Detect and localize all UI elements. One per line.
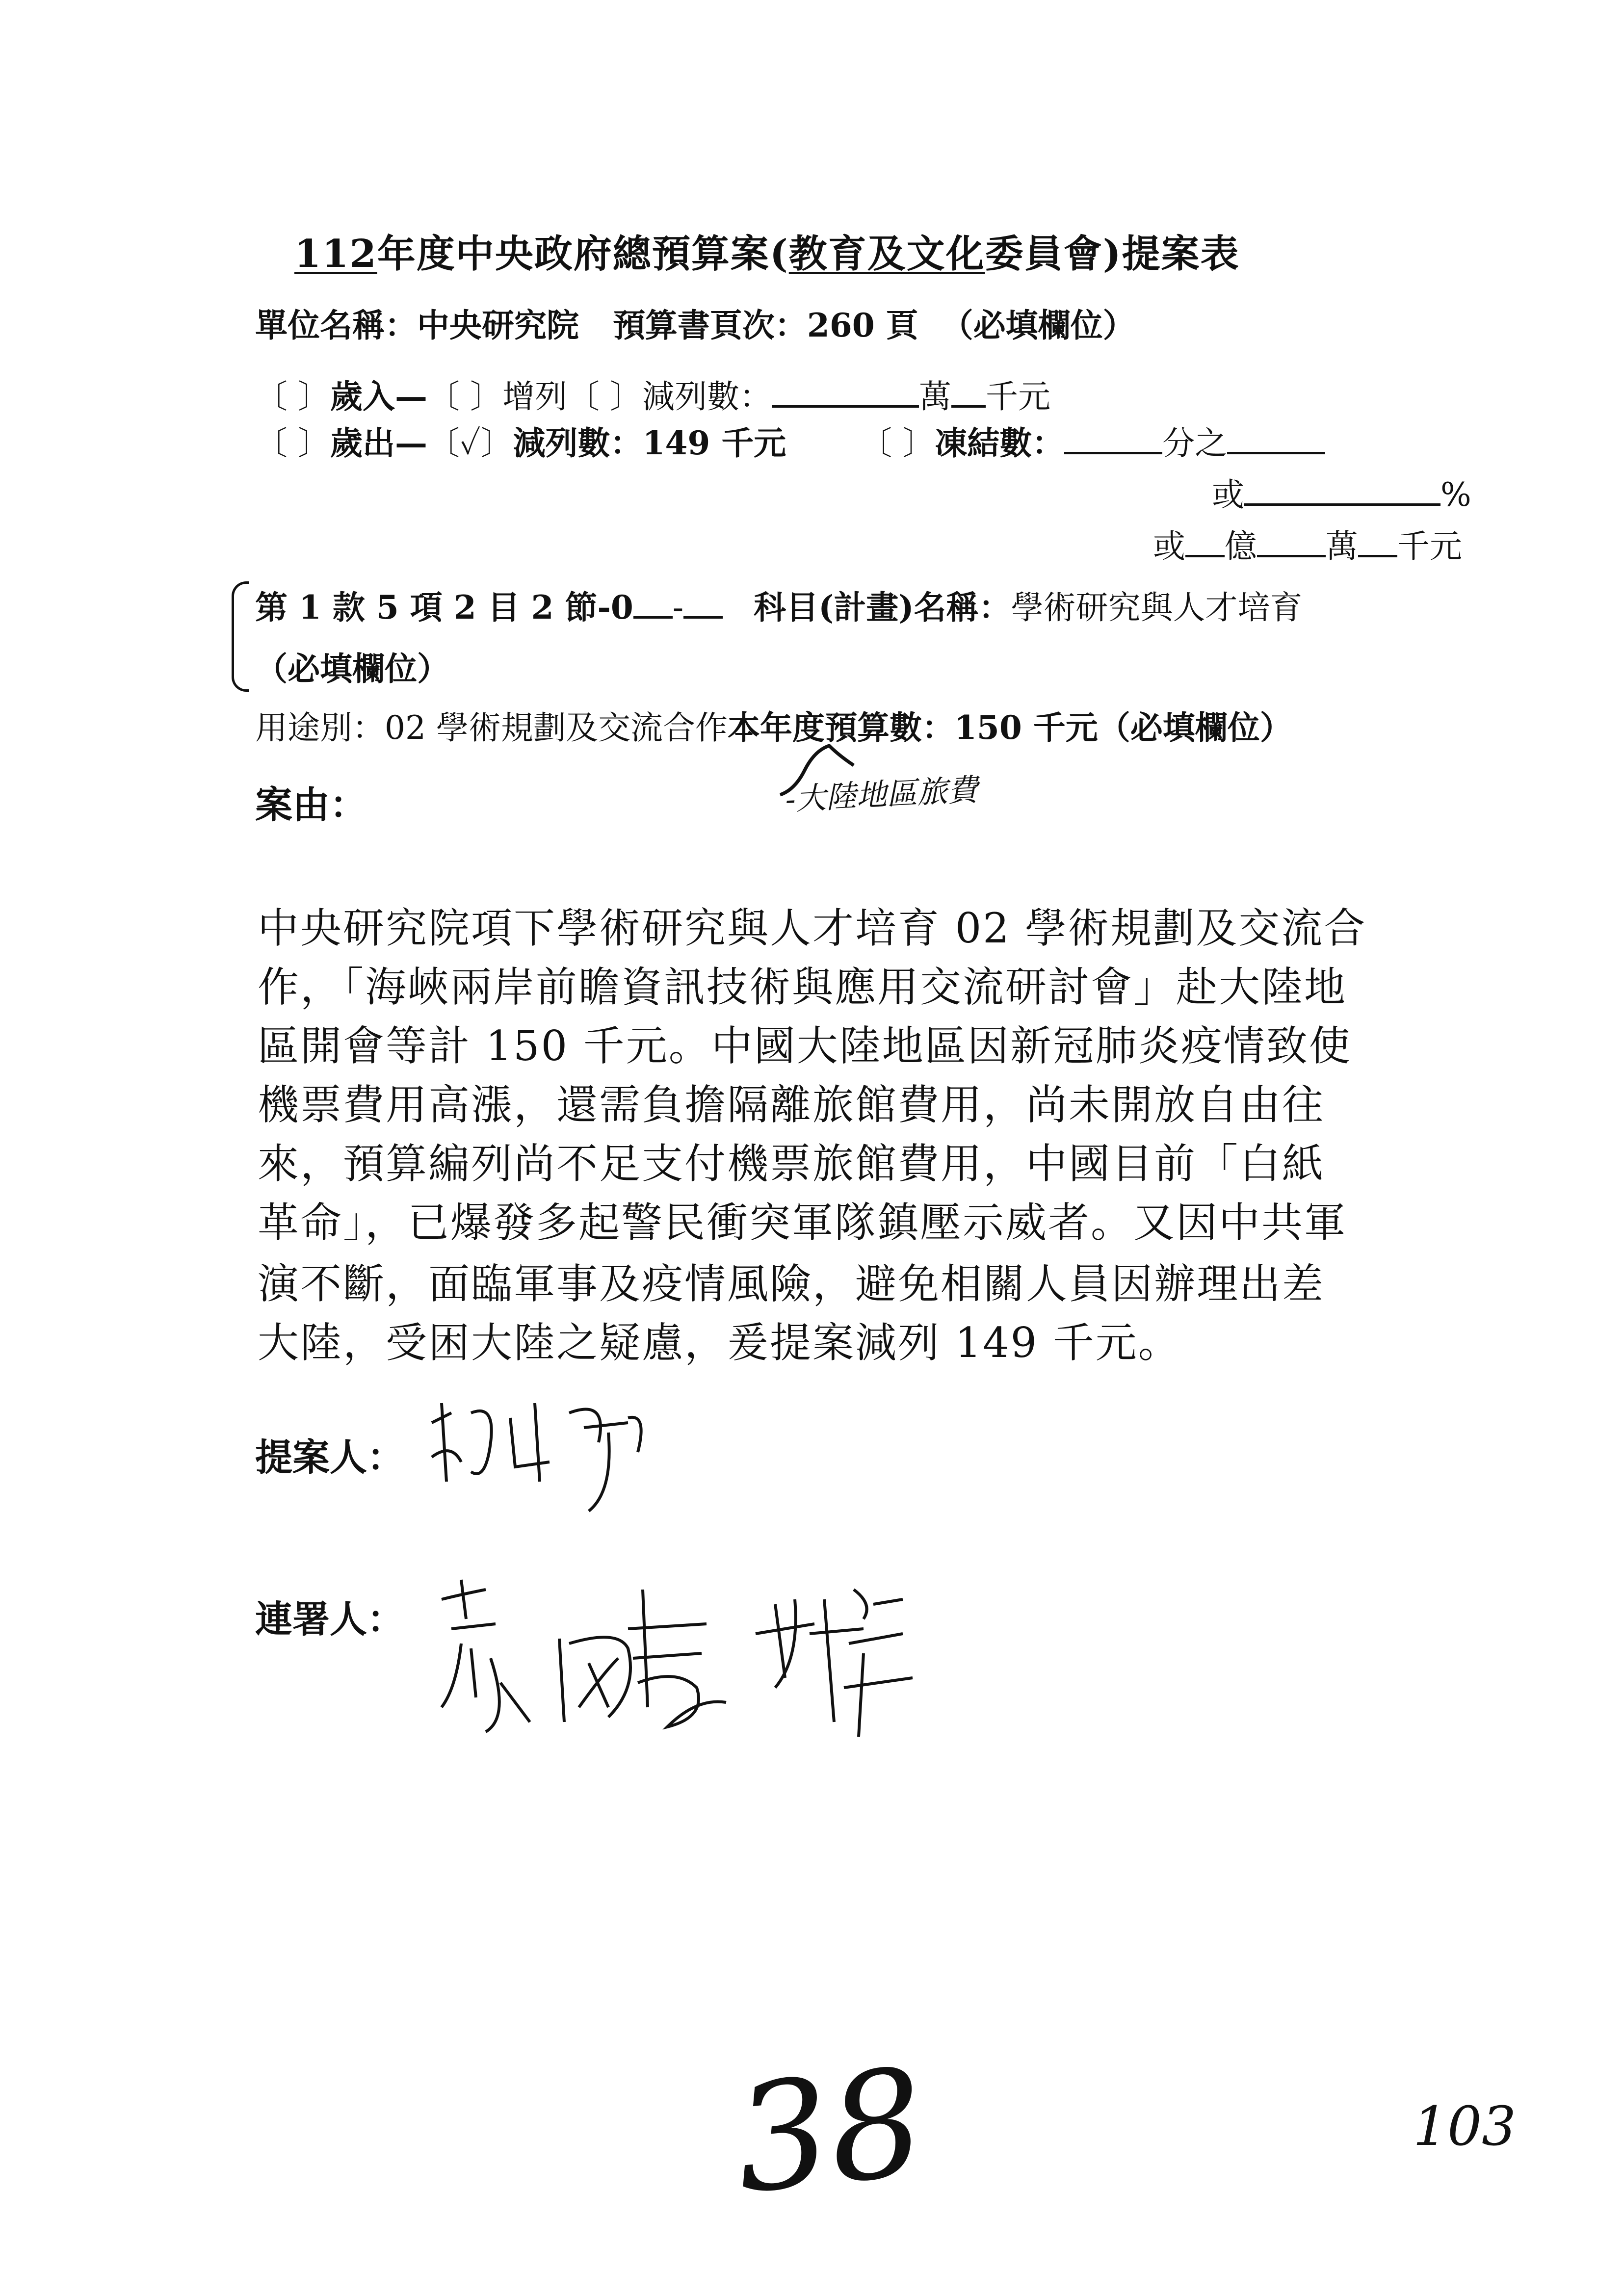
or-label: 或: [1153, 527, 1185, 565]
revenue-checkbox[interactable]: 〔 〕: [255, 378, 330, 416]
title-committee: 教育及文化: [788, 232, 985, 276]
subject-name: 學術研究與人才培育: [1011, 589, 1303, 626]
wan-label: 萬: [918, 378, 951, 416]
unit-name: 單位名稱：中央研究院: [255, 306, 579, 344]
usage-line: [255, 702, 1292, 748]
revenue-label: 歲入—: [330, 377, 427, 416]
page-number: 103: [1413, 2095, 1516, 2158]
form-title: [294, 223, 1240, 278]
code-blank-2[interactable]: [683, 587, 723, 619]
reason-line: 區開會等計 150 千元。中國大陸地區因新冠肺炎疫情致使: [258, 1022, 1352, 1070]
reason-line: 來，預算編列尚不足支付機票旅館費用，中國目前「白紙: [258, 1140, 1325, 1188]
percent-sign: %: [1441, 476, 1471, 514]
fraction-denominator-blank[interactable]: [1064, 422, 1162, 454]
code-blank-1[interactable]: [633, 587, 673, 619]
reason-line: 作，「海峽兩岸前瞻資訊技術與應用交流研討會」赴大陸地: [258, 963, 1347, 1011]
expense-checkbox[interactable]: 〔 〕: [255, 424, 330, 462]
or-percent-line: [1212, 469, 1471, 515]
qian-blank[interactable]: [951, 376, 986, 408]
reason-label: 案由：: [255, 783, 367, 827]
fraction-numerator-blank[interactable]: [1227, 422, 1325, 454]
expense-decrease-amount: 減列數：149 千元: [513, 424, 786, 462]
or-label: 或: [1212, 476, 1244, 514]
wan-blank[interactable]: [772, 376, 919, 408]
subject-code: 第 1 款 5 項 2 目 2 節-0: [255, 588, 633, 626]
handwritten-note: -大陸地區旅費: [784, 771, 979, 818]
expense-label: 歲出—: [330, 424, 427, 462]
increase-label: 增列: [502, 378, 567, 416]
title-year: 112: [294, 232, 377, 276]
subject-bracket: [232, 581, 249, 692]
decrease-label: 減列數：: [642, 378, 772, 416]
qian-label: 千元: [1397, 527, 1462, 565]
required-note: （必填欄位）: [941, 306, 1135, 344]
increase-checkbox[interactable]: 〔 〕: [427, 378, 502, 416]
proposer-label: 提案人：: [255, 1435, 404, 1479]
subject-name-label: 科目(計畫)名稱：: [754, 588, 1011, 626]
handwritten-number: 38: [727, 2036, 932, 2226]
reason-line: 革命」，已爆發多起警民衝突軍隊鎮壓示威者。又因中共軍: [258, 1199, 1347, 1247]
budget-amount: 本年度預算數：150 千元: [727, 708, 1098, 747]
proposer-signature: [422, 1383, 697, 1521]
expense-decrease-checkbox[interactable]: 〔✓〕: [427, 424, 513, 462]
reason-line: 演不斷，面臨軍事及疫情風險，避免相關人員因辦理出差: [258, 1260, 1325, 1308]
wan-label: 萬: [1326, 527, 1358, 565]
required-note: （必填欄位）: [255, 650, 449, 688]
title-post: 委員會)提案表: [985, 232, 1240, 276]
qian-label: 千元: [985, 378, 1050, 416]
budget-page: 預算書頁次：260 頁: [612, 306, 918, 344]
decrease-checkbox[interactable]: 〔 〕: [567, 378, 642, 416]
yi-blank[interactable]: [1185, 525, 1225, 557]
or-amount-line: [1153, 520, 1462, 567]
title-pre: 年度中央政府總預算案(: [377, 232, 789, 276]
qian-blank[interactable]: [1358, 525, 1397, 557]
fraction-label: 分之: [1162, 424, 1228, 462]
yi-label: 億: [1225, 527, 1257, 565]
required-note: （必填欄位）: [1098, 708, 1292, 747]
percent-blank[interactable]: [1244, 474, 1441, 506]
reason-line: 大陸，受困大陸之疑慮，爰提案減列 149 千元。: [258, 1319, 1181, 1367]
freeze-checkbox[interactable]: 〔 〕: [860, 424, 935, 462]
subject-line: [255, 581, 1303, 628]
freeze-label: 凍結數：: [935, 424, 1065, 462]
reason-line: 機票費用高漲，還需負擔隔離旅館費用，尚未開放自由往: [258, 1081, 1325, 1129]
cosigner-signatures: [432, 1560, 922, 1766]
usage-label: 用途別：02 學術規劃及交流合作: [255, 709, 728, 747]
expense-line: [255, 417, 1325, 464]
revenue-line: [255, 370, 1050, 417]
cosigners-label: 連署人：: [255, 1597, 404, 1641]
unit-line: [255, 299, 1135, 346]
wan-blank[interactable]: [1257, 525, 1326, 557]
dash: -: [672, 589, 684, 626]
reason-line: 中央研究院項下學術研究與人才培育 02 學術規劃及交流合: [258, 904, 1367, 952]
